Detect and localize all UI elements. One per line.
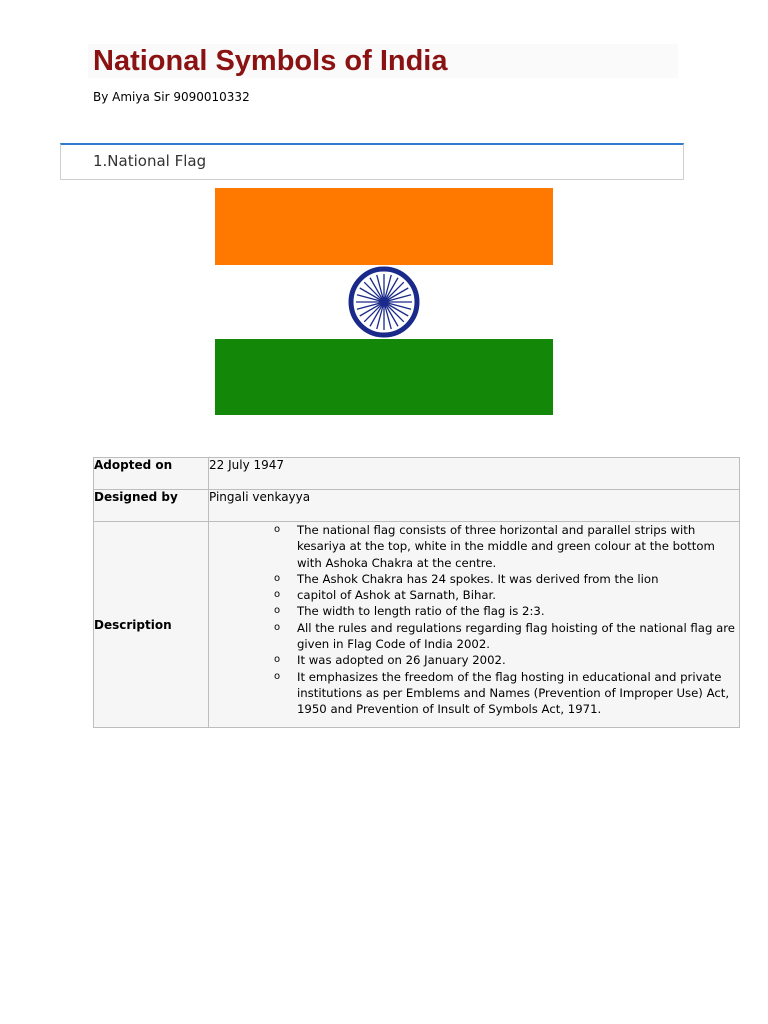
list-item-text: The national flag consists of three horizontal and parallel strips with kesariya at the top, white in the middle and green colour at the bottom with Ashoka Chakra at the centre.	[297, 523, 715, 570]
table-row	[94, 522, 740, 728]
list-item	[274, 669, 739, 718]
list-item-text: It was adopted on 26 January 2002.	[297, 653, 506, 668]
bullet-icon: o	[274, 621, 281, 633]
bullet-icon: o	[274, 654, 281, 666]
list-item-text: It emphasizes the freedom of the flag hosting in educational and private institutions as per Emblems and Names (Prevention of Improper Use) Act, 1950 and Prevention of Insult of Symbols Act, 1971.	[297, 669, 730, 717]
row-label: Adopted on	[94, 458, 209, 490]
bullet-icon: o	[274, 524, 281, 535]
list-item-text: All the rules and regulations regarding flag hoisting of the national flag are given in Flag Code of India 2002.	[297, 620, 735, 652]
description-cell	[209, 522, 740, 728]
list-item	[274, 522, 739, 571]
row-value: Pingali venkayya	[209, 490, 740, 522]
row-label: Designed by	[94, 490, 209, 522]
flag-info-table	[93, 457, 740, 728]
row-label: Description	[94, 522, 209, 728]
bullet-icon: o	[274, 605, 281, 617]
list-item	[274, 571, 739, 587]
bullet-icon: o	[274, 670, 281, 682]
list-item-text: The width to length ratio of the flag is 2:3.	[297, 604, 545, 619]
row-value: 22 July 1947	[209, 458, 740, 490]
list-item	[274, 603, 739, 619]
flag-saffron-stripe	[215, 188, 553, 265]
table-row	[94, 458, 740, 490]
flag-green-stripe	[215, 339, 553, 415]
bullet-icon: o	[274, 572, 281, 584]
bullet-icon: o	[274, 589, 281, 601]
chakra-hub	[380, 298, 388, 306]
section-heading-box	[60, 143, 684, 180]
list-item	[274, 620, 739, 653]
list-item	[274, 587, 739, 603]
list-item	[274, 652, 739, 668]
indian-flag-image	[215, 188, 553, 415]
list-item-text: The Ashok Chakra has 24 spokes. It was derived from the lion	[297, 571, 659, 586]
table-row	[94, 490, 740, 522]
section-heading-text: 1.National Flag	[93, 152, 207, 170]
page-title: National Symbols of India	[93, 45, 448, 77]
list-item-text: capitol of Ashok at Sarnath, Bihar.	[297, 588, 496, 603]
description-list	[209, 522, 739, 718]
ashoka-chakra-icon	[348, 266, 420, 338]
author-byline: By Amiya Sir 9090010332	[93, 90, 250, 104]
